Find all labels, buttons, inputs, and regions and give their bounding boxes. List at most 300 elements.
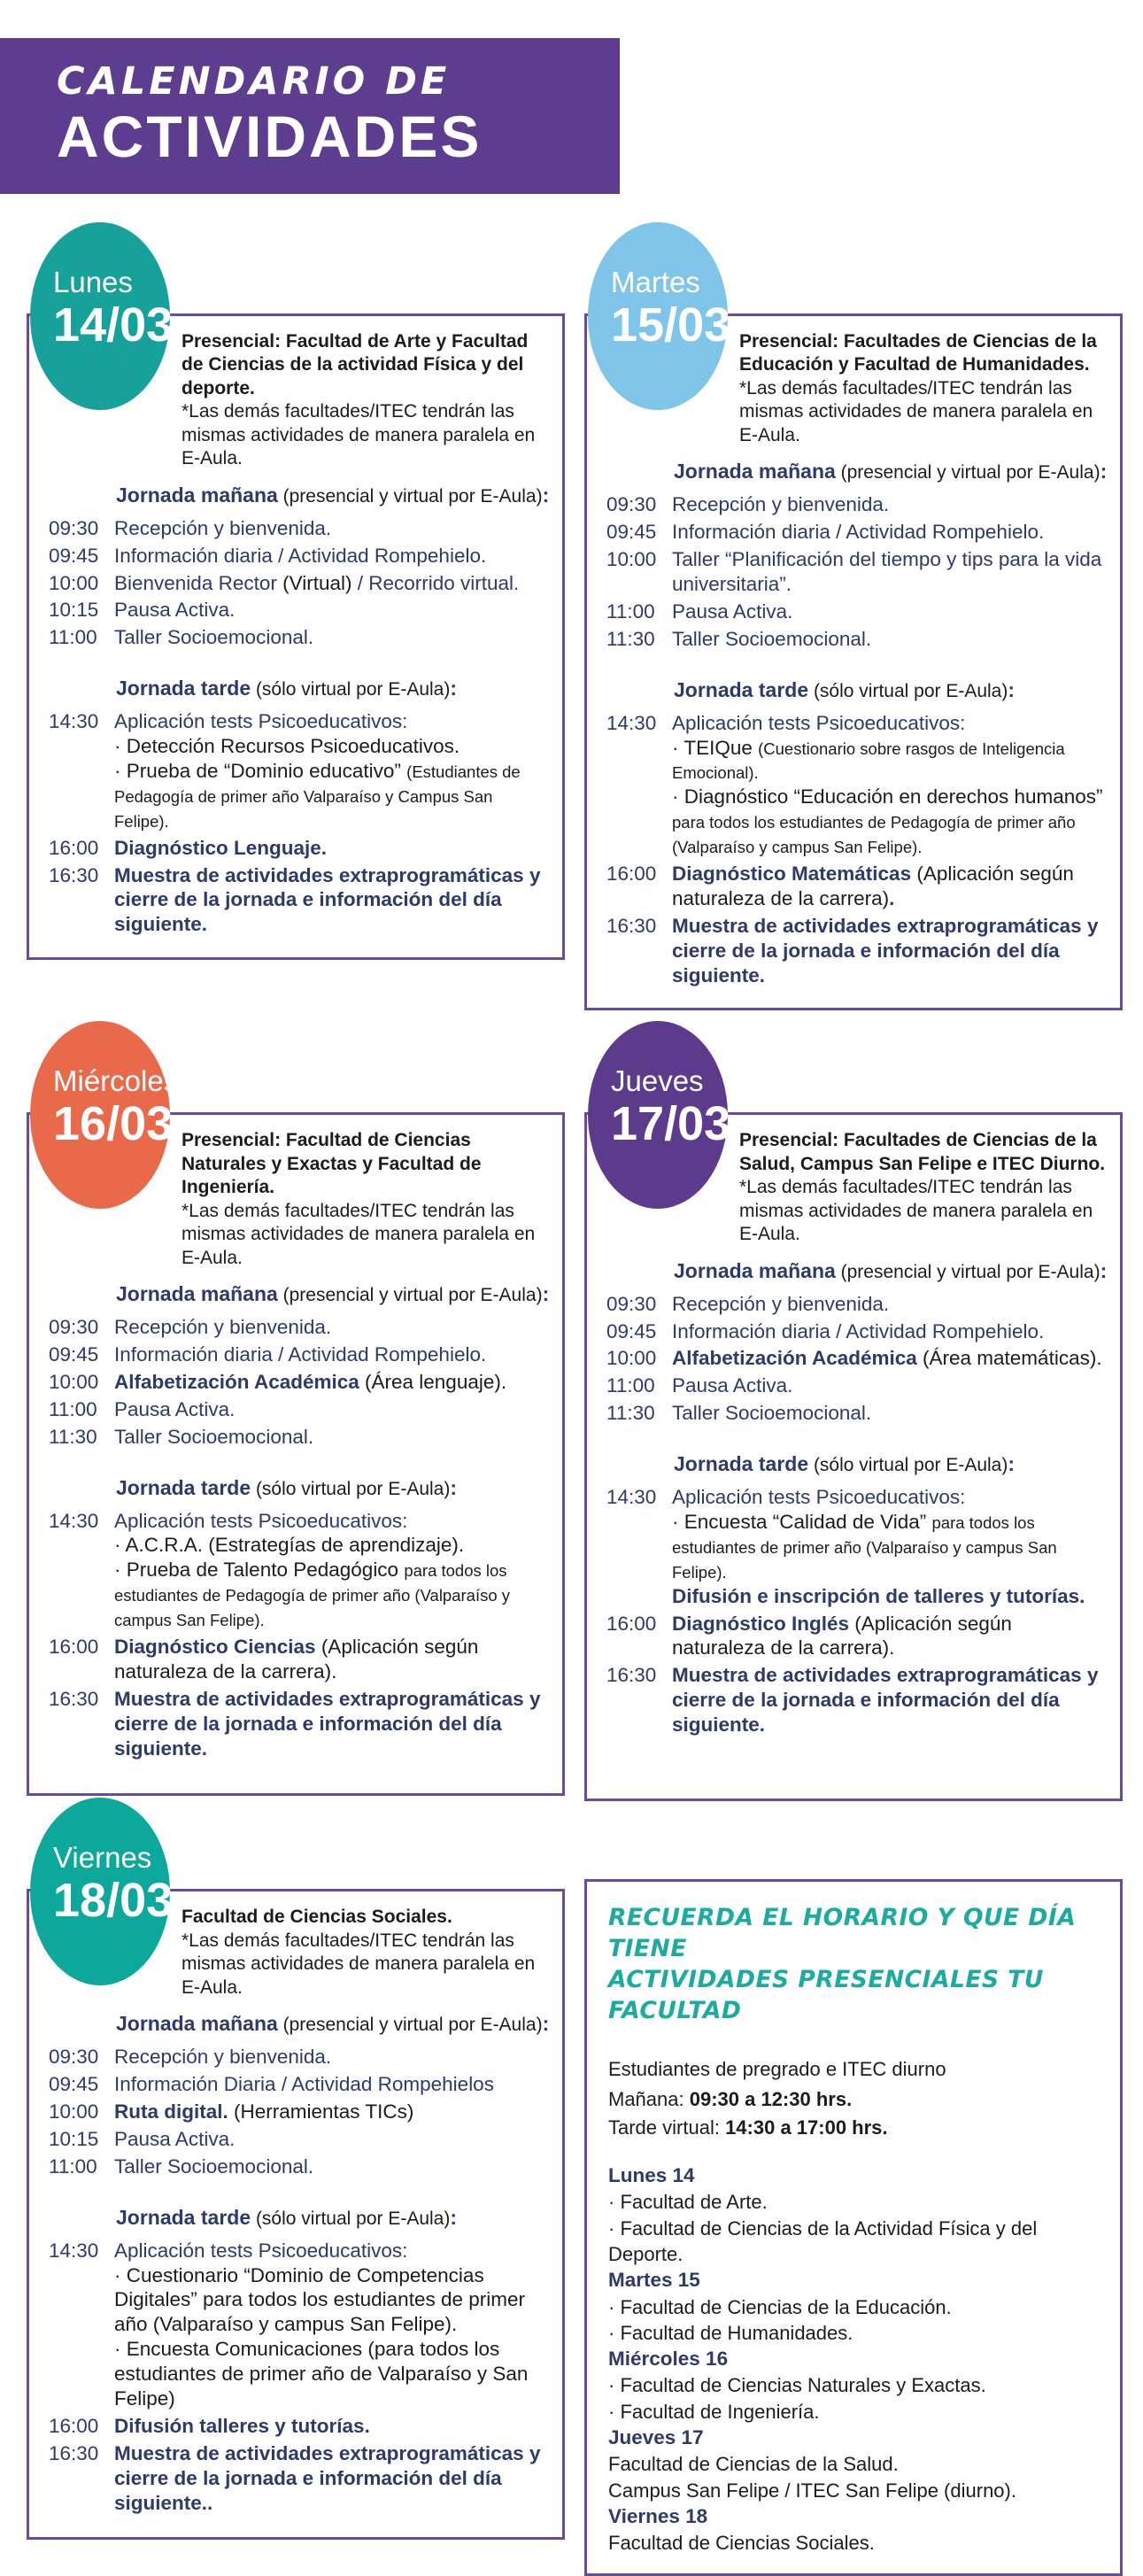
schedule-row [42,1687,550,1761]
panel-row-3 [27,1798,1123,2576]
activity-line [672,914,1108,988]
activity-line [672,1612,1108,1661]
time-label: 16:30 [49,1687,99,1710]
activity-line [114,2337,550,2411]
text-segment: · Diagnóstico “Educación en derechos humanos” [672,785,1103,808]
activity-line [672,627,1108,652]
activity-line [114,1397,550,1422]
day-intro-faculties: Presencial: Facultad de Arte y Facultad de Ciencias de la actividad Física y del deporte. [181,331,529,398]
schedule-row [42,1425,550,1450]
session [42,1476,550,1761]
reminder-box [584,1879,1123,2576]
reminder-headline [608,1903,1099,2027]
panel-row-2 [27,1021,1123,1801]
activity-desc [665,1663,1108,1737]
activity-desc [107,571,550,596]
activity-line [672,711,1108,736]
text-segment: Aplicación tests Psicoeducativos: [114,2239,408,2262]
text-segment: Difusión talleres y tutorías. [114,2414,370,2437]
schedule-row [599,1401,1108,1426]
activity-line [114,1509,550,1534]
day-intro-faculties: Presencial: Facultades de Ciencias de la Educación y Facultad de Humanidades. [739,331,1097,375]
session-title [116,1282,550,1306]
session-title [116,1476,550,1500]
info-faculty-item: Facultad de Ciencias de la Salud. [608,2453,899,2476]
day-date: 14/03 [53,298,174,352]
activity-desc [665,1401,1108,1426]
activity-desc [107,1370,550,1395]
text-segment: Alfabetización Académica [672,1347,923,1370]
text-segment: Aplicación tests Psicoeducativos: [114,710,408,733]
day-panel-miercoles [27,1021,565,1796]
time-label: 16:30 [49,2441,99,2464]
activity-desc [665,1373,1108,1398]
time-label: 09:30 [49,516,99,539]
day-box [27,313,565,960]
day-intro-faculties: Facultad de Ciencias Sociales. [181,1907,452,1928]
activity-line [114,2239,550,2263]
text-segment: Recepción y bienvenida. [114,2046,332,2069]
text-segment: Aplicación tests Psicoeducativos: [114,1509,408,1532]
day-panel-lunes [27,222,565,960]
activity-desc [107,2154,550,2179]
schedule-row [599,1373,1108,1398]
text-segment: (sólo virtual por E-Aula) [808,680,1008,701]
time-label: 14:30 [49,710,99,733]
session [599,460,1108,651]
day-intro-note: *Las demás facultades/ITEC tendrán las mismas actividades de manera paralela en E-Aula. [181,401,536,469]
activity-line [672,1510,1108,1584]
text-segment: Pausa Activa. [672,600,793,623]
session [599,678,1108,988]
time-label: 09:30 [606,1292,657,1315]
time-label: 10:00 [49,2100,99,2123]
info-faculty-item: Facultad de Ciencias Sociales. [608,2532,875,2555]
activity-line [672,492,1108,517]
activity-desc [107,1425,550,1450]
schedule-row [42,2414,550,2439]
schedule-row [42,2100,550,2124]
activity-line [114,1635,550,1684]
title-banner [0,38,620,194]
session-title [116,677,550,700]
time-label: 11:00 [49,1397,97,1420]
time-label: 16:00 [606,1612,657,1635]
activity-line [114,516,550,541]
schedule-row [42,625,550,650]
text-segment: Jornada mañana [674,1258,836,1282]
time-label: 10:15 [49,2127,99,2150]
day-circle [30,1021,179,1209]
time-label: 10:00 [606,1347,657,1370]
text-segment: (sólo virtual por E-Aula) [808,1455,1008,1476]
activity-desc [107,544,550,569]
info-day-title: Lunes 14 [608,2164,695,2187]
text-segment: : [1008,677,1016,701]
activity-line [114,2263,550,2338]
day-intro [181,1906,550,2000]
info-day-title: Miércoles 16 [608,2348,729,2371]
activity-desc [107,1315,550,1340]
text-segment: / Recorrido virtual. [351,571,520,594]
text-segment: Diagnóstico Matemáticas [672,862,917,885]
text-segment: Información diaria / Actividad Rompehielo. [114,1343,487,1366]
text-segment: Recepción y bienvenida. [672,493,890,516]
time-label: 09:45 [49,2073,99,2096]
text-segment: Aplicación tests Psicoeducativos: [672,711,966,734]
activity-desc [107,709,550,832]
morning-hours-label: Mañana: [608,2087,690,2110]
schedule-row [599,600,1108,624]
activity-line [114,2072,550,2097]
session-title [116,483,550,507]
text-segment: Jornada tarde [674,677,809,701]
text-segment: Jornada tarde [116,2205,251,2229]
text-segment: (sólo virtual por E-Aula) [251,2208,451,2229]
text-segment: Jornada tarde [116,677,251,700]
day-date: 16/03 [53,1097,174,1151]
day-circle [588,222,731,410]
schedule-row [599,711,1108,859]
activity-line [114,863,550,938]
activity-line [672,600,1108,624]
activity-line [114,836,550,861]
schedule-row [599,627,1108,652]
text-segment: Aplicación tests Psicoeducativos: [672,1486,966,1509]
audience-text: Estudiantes de pregrado e ITEC diurno [608,2058,946,2081]
activity-line [672,736,1108,785]
activity-desc [665,862,1108,911]
schedule-row [42,544,550,569]
activity-desc [665,627,1108,652]
afternoon-hours [608,2116,1099,2141]
text-segment: · Prueba de Talento Pedagógico [114,1559,405,1582]
info-faculty-item: · Facultad de Ingeniería. [608,2400,820,2423]
activity-line [114,2154,550,2179]
text-segment: Muestra de actividades extraprogramáticas y cierre de la jornada e información del día siguiente.. [114,2441,541,2514]
text-segment: Muestra de actividades extraprogramáticas y cierre de la jornada e información del día siguiente. [672,1664,1099,1737]
info-day-title: Viernes 18 [608,2504,708,2527]
day-box [584,1112,1123,1801]
time-label: 16:00 [49,836,99,859]
day-intro [181,330,550,471]
text-segment: Recepción y bienvenida. [114,1316,332,1339]
text-segment: Información diaria / Actividad Rompehielo. [672,1319,1045,1342]
day-intro-faculties: Presencial: Facultades de Ciencias de la Salud, Campus San Felipe e ITEC Diurno. [739,1130,1106,1174]
info-day-title: Martes 15 [608,2269,700,2292]
reminder-panel [584,1798,1123,2576]
schedule-row [599,914,1108,988]
text-segment: (Área lenguaje). [365,1370,507,1393]
day-panel-viernes [27,1798,565,2540]
text-segment: Muestra de actividades extraprogramáticas y cierre de la jornada e información del día siguiente. [114,863,541,936]
text-segment: : [450,677,458,700]
day-box [27,1112,565,1796]
text-segment: Diagnóstico Lenguaje. [114,836,328,859]
text-segment: . [889,886,895,909]
session [42,2012,550,2178]
activity-line [114,2045,550,2069]
text-segment: Información Diaria / Actividad Rompehielos [114,2073,494,2096]
text-segment: Taller Socioemocional. [114,1425,314,1448]
activity-line [114,1687,550,1761]
schedule-row [42,836,550,861]
time-label: 09:45 [49,544,99,567]
text-segment: Diagnóstico Ciencias [114,1636,321,1659]
text-segment: Pausa Activa. [114,2127,236,2150]
info-faculty-item: · Facultad de Ciencias de la Actividad Física y del Deporte. [608,2216,1038,2265]
day-name: Martes [611,266,700,298]
activity-line [114,1315,550,1340]
text-segment: (Aplicación según naturaleza de la carrera). [672,1612,1012,1659]
text-segment: : [450,2205,458,2229]
text-segment: · TEIQue [672,736,759,759]
activity-line [114,2441,550,2516]
day-intro [739,330,1108,447]
activity-desc [107,516,550,541]
info-faculty-item: · Facultad de Arte. [608,2191,768,2214]
day-panel-martes [584,222,1123,1010]
day-circle [588,1021,731,1209]
day-intro-note: *Las demás facultades/ITEC tendrán las mismas actividades de manera paralela en E-Aula. [181,1930,536,1998]
text-segment: Jornada mañana [674,460,836,483]
text-segment: Taller Socioemocional. [672,1402,872,1425]
schedule-row [42,1635,550,1684]
activity-desc [107,2239,550,2411]
text-segment: · Detección Recursos Psicoeducativos. [114,735,460,758]
session [42,677,550,937]
session-title [674,1259,1108,1283]
morning-hours-value: 09:30 a 12:30 hrs. [689,2087,853,2110]
day-intro [739,1129,1108,1246]
text-segment: (Aplicación según naturaleza de la carrera). [114,1636,479,1683]
session-title [674,678,1108,702]
activity-line [114,2100,550,2124]
time-label: 11:00 [606,600,655,623]
schedule-row [42,863,550,938]
day-box [584,313,1123,1010]
calendar-poster [0,38,1143,2566]
activity-line [114,1342,550,1367]
day-date: 15/03 [611,298,731,352]
time-label: 16:30 [606,1664,657,1687]
afternoon-hours-label: Tarde virtual: [608,2116,726,2139]
day-intro [181,1129,550,1270]
schedule-row [599,1485,1108,1608]
schedule-row [42,2239,550,2411]
text-segment: : [1100,460,1108,483]
session [599,1259,1108,1426]
info-faculty-item: · Facultad de Ciencias de la Educación. [608,2295,952,2318]
text-segment: : [1100,1258,1108,1282]
time-label: 10:15 [49,599,99,622]
text-segment: · Prueba de “Dominio educativo” [114,759,407,782]
activity-desc [107,598,550,623]
info-faculty-item: Campus San Felipe / ITEC San Felipe (diurno). [608,2479,1016,2502]
time-label: 11:30 [49,1425,97,1448]
activity-desc [107,1342,550,1367]
text-segment: Taller “Planificación del tiempo y tips para la vida universitaria”. [672,548,1102,595]
activity-line [672,1373,1108,1398]
text-segment: (Área matemáticas). [923,1347,1102,1370]
activity-line [672,1663,1108,1737]
text-segment: (presencial y virtual por E-Aula) [835,462,1101,483]
text-segment: : [542,2012,550,2036]
time-label: 11:00 [606,1374,655,1397]
time-label: 09:45 [606,1319,657,1342]
text-segment: (presencial y virtual por E-Aula) [277,1285,543,1306]
session [42,1282,550,1449]
activity-desc [107,2072,550,2097]
time-label: 09:45 [49,1343,99,1366]
time-label: 16:30 [49,863,99,886]
activity-desc [107,2414,550,2439]
day-intro-note: *Las demás facultades/ITEC tendrán las mismas actividades de manera paralela en E-Aula. [739,1177,1093,1245]
text-segment: · A.C.R.A. (Estrategías de aprendizaje). [114,1534,465,1557]
text-segment: Jornada mañana [116,483,278,507]
activity-desc [107,863,550,938]
text-segment: Difusión e inscripción de talleres y tutorías. [672,1584,1085,1607]
time-label: 09:30 [606,493,657,516]
text-segment: (Estudiantes de Pedagogía de primer año Valparaíso y Campus San Felipe). [114,762,521,831]
time-label: 10:00 [49,571,99,594]
text-segment: · Encuesta “Calidad de Vida” [672,1511,932,1534]
day-circle [30,1798,174,1985]
time-label: 16:30 [606,914,657,937]
activity-desc [665,520,1108,545]
time-label: 14:30 [606,711,657,734]
activity-desc [665,600,1108,624]
activity-line [114,2127,550,2152]
activity-desc [107,2045,550,2069]
session [599,1452,1108,1737]
reminder-headline-line1: RECUERDA EL HORARIO Y QUE DÍA TIENE [608,1904,1077,1963]
activity-desc [107,836,550,861]
schedule-row [42,2127,550,2152]
text-segment: Jornada mañana [116,2012,278,2036]
activity-line [114,598,550,623]
text-segment: · Encuesta Comunicaciones (para todos los estudiantes de primer año de Valparaíso y San Felipe) [114,2338,529,2410]
schedule-row [599,1319,1108,1344]
time-label: 16:00 [606,862,657,885]
schedule-row [599,1612,1108,1661]
text-segment: Alfabetización Académica [114,1370,366,1393]
activity-desc [107,2127,550,2152]
text-segment: Recepción y bienvenida. [114,516,332,539]
activity-desc [107,2100,550,2124]
activity-desc [107,625,550,650]
text-segment: para todos los estudiantes de primer año (Valparaíso y campus San Felipe). [672,1513,1057,1582]
activity-desc [665,1485,1108,1608]
activity-desc [107,2441,550,2516]
time-label: 14:30 [606,1486,657,1509]
day-intro-faculties: Presencial: Facultad de Ciencias Naturales y Exactas y Facultad de Ingeniería. [181,1130,482,1198]
activity-line [114,759,550,833]
text-segment: : [542,483,550,507]
schedule-row [42,1370,550,1395]
activity-desc [107,1687,550,1761]
activity-desc [107,1509,550,1632]
activity-line [672,1346,1108,1371]
activity-line [672,547,1108,597]
panel-row-1 [27,222,1123,1010]
activity-line [114,709,550,734]
schedule-row [599,520,1108,545]
day-intro-note: *Las demás facultades/ITEC tendrán las mismas actividades de manera paralela en E-Aula. [181,1200,536,1268]
schedule-row [599,547,1108,597]
activity-line [672,1584,1108,1609]
text-segment: Bienvenida Rector [114,571,283,594]
day-name: Lunes [53,266,133,298]
title-line-actividades: ACTIVIDADES [57,104,483,169]
text-segment: (Cuestionario sobre rasgos de Inteligencia Emocional). [672,739,1065,783]
activity-line [114,571,550,596]
text-segment: Taller Socioemocional. [114,626,314,649]
activity-desc [665,492,1108,517]
time-label: 10:00 [49,1370,99,1393]
activity-line [672,520,1108,545]
activity-desc [665,1319,1108,1344]
day-circle [30,222,174,410]
schedule-row [599,1663,1108,1737]
text-segment: Recepción y bienvenida. [672,1292,890,1315]
text-segment: Pausa Activa. [114,1397,236,1420]
text-segment: Jornada tarde [116,1475,251,1499]
text-segment: : [542,1282,550,1306]
schedule-row [599,862,1108,911]
activity-line [672,785,1108,859]
day-panel-jueves [584,1021,1123,1801]
session [42,483,550,650]
text-segment: (sólo virtual por E-Aula) [251,679,451,700]
session-title [116,2012,550,2036]
text-segment: Ruta digital. [114,2100,234,2123]
activity-desc [665,1292,1108,1317]
text-segment: (presencial y virtual por E-Aula) [277,2015,543,2036]
session-title [674,1452,1108,1476]
text-segment: (Aplicación según naturaleza de la carrera) [672,862,1074,909]
session-title [674,460,1108,483]
afternoon-hours-value: 14:30 a 17:00 hrs. [725,2116,888,2139]
activity-line [672,1401,1108,1426]
activity-line [114,544,550,569]
faculty-day-list [608,2162,1099,2556]
activity-line [114,625,550,650]
day-box [27,1889,565,2540]
reminder-headline-line2: ACTIVIDADES PRESENCIALES TU FACULTAD [608,1966,1044,2025]
text-segment: (presencial y virtual por E-Aula) [835,1261,1101,1282]
schedule-row [42,598,550,623]
activity-line [114,1533,550,1558]
title-line-calendario: CALENDARIO DE [57,59,451,104]
time-label: 14:30 [49,1509,99,1532]
text-segment: Pausa Activa. [672,1374,793,1397]
time-label: 10:00 [606,548,657,571]
time-label: 11:00 [49,626,97,649]
activity-line [114,1425,550,1450]
session-title [116,2206,550,2230]
time-label: 09:30 [49,1316,99,1339]
time-label: 14:30 [49,2239,99,2262]
schedule-row [42,1315,550,1340]
time-label: 09:45 [606,521,657,544]
text-segment: (sólo virtual por E-Aula) [251,1478,451,1499]
activity-desc [665,711,1108,859]
time-label: 16:00 [49,2414,99,2437]
day-intro-note: *Las demás facultades/ITEC tendrán las mismas actividades de manera paralela en E-Aula. [739,377,1093,445]
activity-desc [665,1612,1108,1661]
text-segment: · Cuestionario “Dominio de Competencias Digitales” para todos los estudiantes de primer año (Valparaíso y campus San Felipe). [114,2263,525,2336]
